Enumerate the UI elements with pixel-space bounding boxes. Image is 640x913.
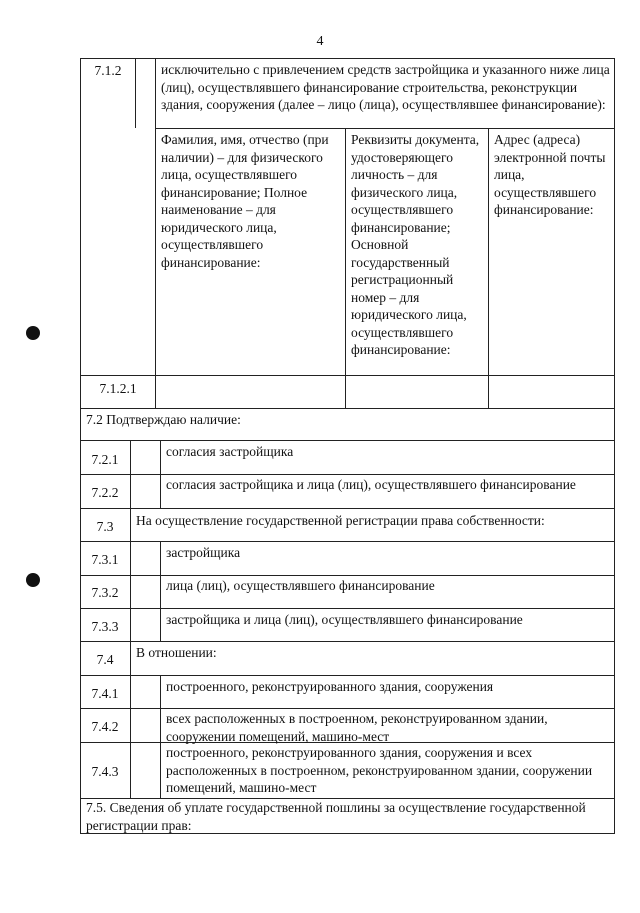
checkbox-7-4-1[interactable] <box>132 678 158 706</box>
row-7-2-2-text: согласия застройщика и лица (лиц), осуществлявшего финансирование <box>166 477 576 492</box>
row-7-4-2-text: всех расположенных в построенном, реконструированном здании, сооружении помещений, машино-мест <box>166 711 548 744</box>
checkbox-7-3-2[interactable] <box>132 578 158 606</box>
financier-email-field[interactable] <box>491 378 611 405</box>
row-7-3-1-text: застройщика <box>166 545 241 560</box>
checkbox-7-2-2[interactable] <box>132 477 158 506</box>
row-7-3-3-number: 7.3.3 <box>91 619 119 634</box>
row-7-4-3-number: 7.4.3 <box>91 764 119 779</box>
row-7-3-2-number: 7.3.2 <box>91 585 119 600</box>
row-7-4-3-text: построенного, реконструированного здания, сооружения и всех расположенных в построенном, реконструированном здании, сооружении помещений, машино-мест <box>166 745 593 795</box>
page-number: 4 <box>316 34 324 49</box>
financier-document-field[interactable] <box>348 378 485 405</box>
row-7-3-1-number: 7.3.1 <box>91 552 119 567</box>
section-7-4-number: 7.4 <box>96 652 114 667</box>
row-7-2-2-number: 7.2.2 <box>91 485 119 500</box>
row-7-3-2-text: лица (лиц), осуществлявшего финансирование <box>166 578 435 593</box>
section-7-4-title: В отношении: <box>136 645 217 660</box>
row-7-1-2-text: исключительно с привлечением средств застройщика и указанного ниже лица (лиц), осуществлявшего финансирование строительства, реконструкции здания, сооружения (далее – лицо (лица), осуществлявшее финансирование): <box>161 62 610 112</box>
section-7-2-title: 7.2 Подтверждаю наличие: <box>86 412 241 427</box>
row-7-4-1-number: 7.4.1 <box>91 686 119 701</box>
header-email-column: Адрес (адреса) электронной почты лица, осуществлявшего финансирование: <box>494 132 606 217</box>
financier-name-field[interactable] <box>158 378 342 405</box>
row-7-2-1-text: согласия застройщика <box>166 444 294 459</box>
checkbox-7-2-1[interactable] <box>132 443 158 472</box>
checkbox-7-4-2[interactable] <box>132 711 158 740</box>
section-7-3-number: 7.3 <box>96 519 114 534</box>
section-7-5-title: 7.5. Сведения об уплате государственной пошлины за осуществление государственной регистрации прав: <box>86 800 586 833</box>
row-7-1-2-1-number: 7.1.2.1 <box>99 381 137 396</box>
row-7-2-1-number: 7.2.1 <box>91 452 119 467</box>
header-document-column: Реквизиты документа, удостоверяющего личность – для физического лица, осуществлявшего финансирование; Основной государственный регистрационный номер – для юридического лица, осуществлявшего финансирование: <box>351 132 480 357</box>
row-7-1-2-number: 7.1.2 <box>94 63 122 78</box>
header-name-column: Фамилия, имя, отчество (при наличии) – для физического лица, осуществлявшего финансирование; Полное наименование – для юридического лица, осуществлявшего финансирование: <box>161 132 329 270</box>
checkbox-7-3-1[interactable] <box>132 544 158 573</box>
section-7-3-title: На осуществление государственной регистрации права собственности: <box>136 513 545 528</box>
row-7-4-1-text: построенного, реконструированного здания, сооружения <box>166 679 494 694</box>
row-7-3-3-text: застройщика и лица (лиц), осуществлявшего финансирование <box>166 612 523 627</box>
row-7-4-2-number: 7.4.2 <box>91 719 119 734</box>
checkbox-7-3-3[interactable] <box>132 611 158 639</box>
checkbox-7-4-3[interactable] <box>132 745 158 796</box>
